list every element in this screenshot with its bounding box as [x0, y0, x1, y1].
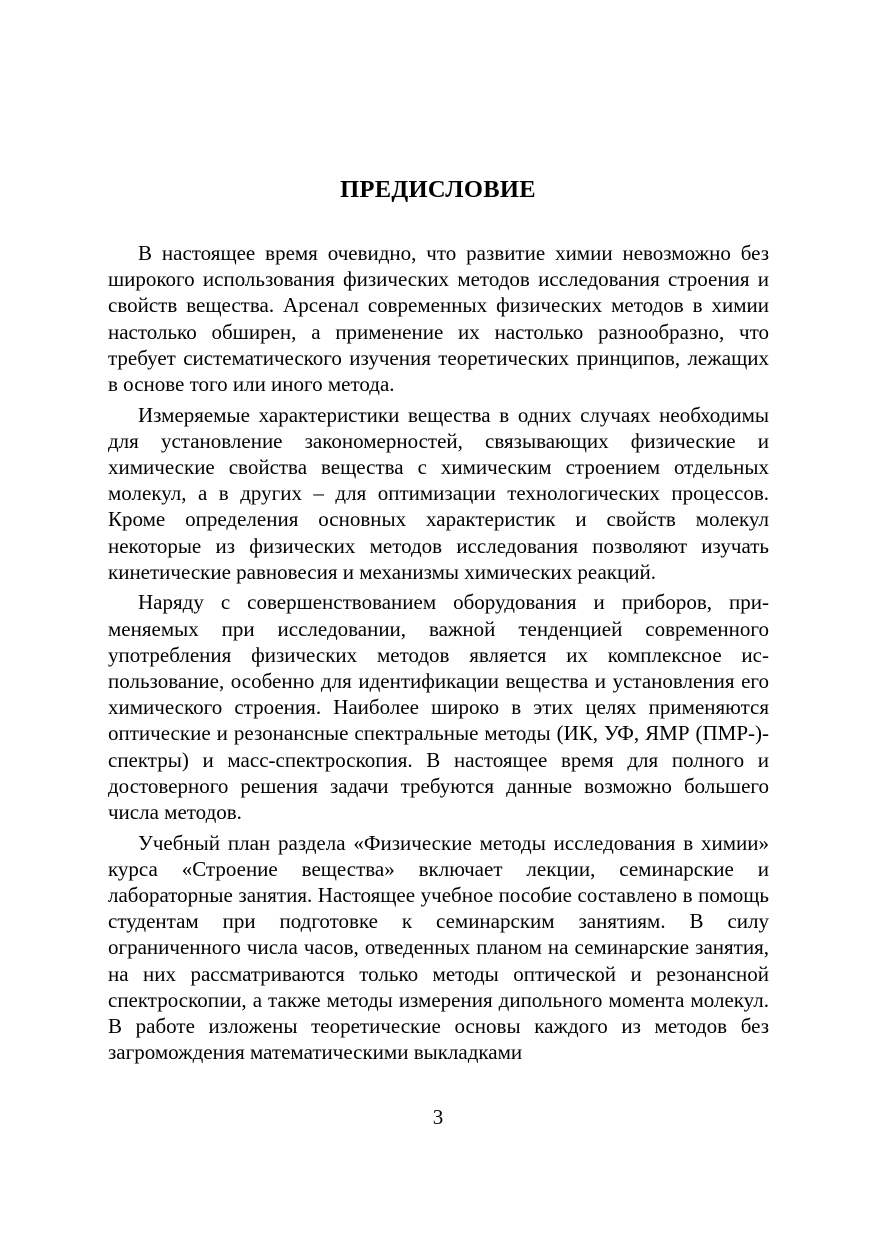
paragraph-2: Измеряемые характеристики вещества в одних случаях необходимы для установление закономерностей, связывающих физические и химические свойства вещества с химическим строением отдельных молекул, а в других – для оптимизации технологических процессов. Кроме определения основных характеристик и свойств молекул некоторые из физических методов исследования позволяют изучать кинетические равновесия и механизмы химических реакций.: [108, 402, 769, 584]
body-text: [108, 240, 769, 1070]
paragraph-3: Наряду с совершенствованием оборудования и приборов, применяемых при исследовании, важной тенденцией современного употребления физических методов является их комплексное использование, особенно для идентификации вещества и установления его химического строения. Наиболее широко в этих целях применяются оптические и резонансные спектральные методы (ИК, УФ, ЯМР (ПМР-)-спектры) и масс-спектроскопия. В настоящее время для полного и достоверного решения задачи требуются данные возможно большего числа методов.: [108, 590, 769, 825]
paragraph-1: В настоящее время очевидно, что развитие химии невозможно без широкого использования физических методов исследования строения и свойств вещества. Арсенал современных физических методов в химии настолько обширен, а применение их настолько разнообразно, что требует систематического изучения теоретических принципов, лежащих в основе того или иного метода.: [108, 241, 769, 397]
paragraph-4: Учебный план раздела «Физические методы исследования в химии» курса «Строение вещества» включает лекции, семинарские и лабораторные занятия. Настоящее учебное пособие составлено в помощь студентам при подготовке к семинарским занятиям. В силу ограниченного числа часов, отведенных планом на семинарские занятия, на них рассматриваются только методы оптической и резонансной спектроскопии, а также методы измерения дипольного момента молекул. В работе изложены теоретические основы каждого из методов без загромождения математическими выкладками: [108, 830, 769, 1065]
page-title: ПРЕДИСЛОВИЕ: [340, 176, 536, 203]
page-number: 3: [432, 1105, 444, 1129]
